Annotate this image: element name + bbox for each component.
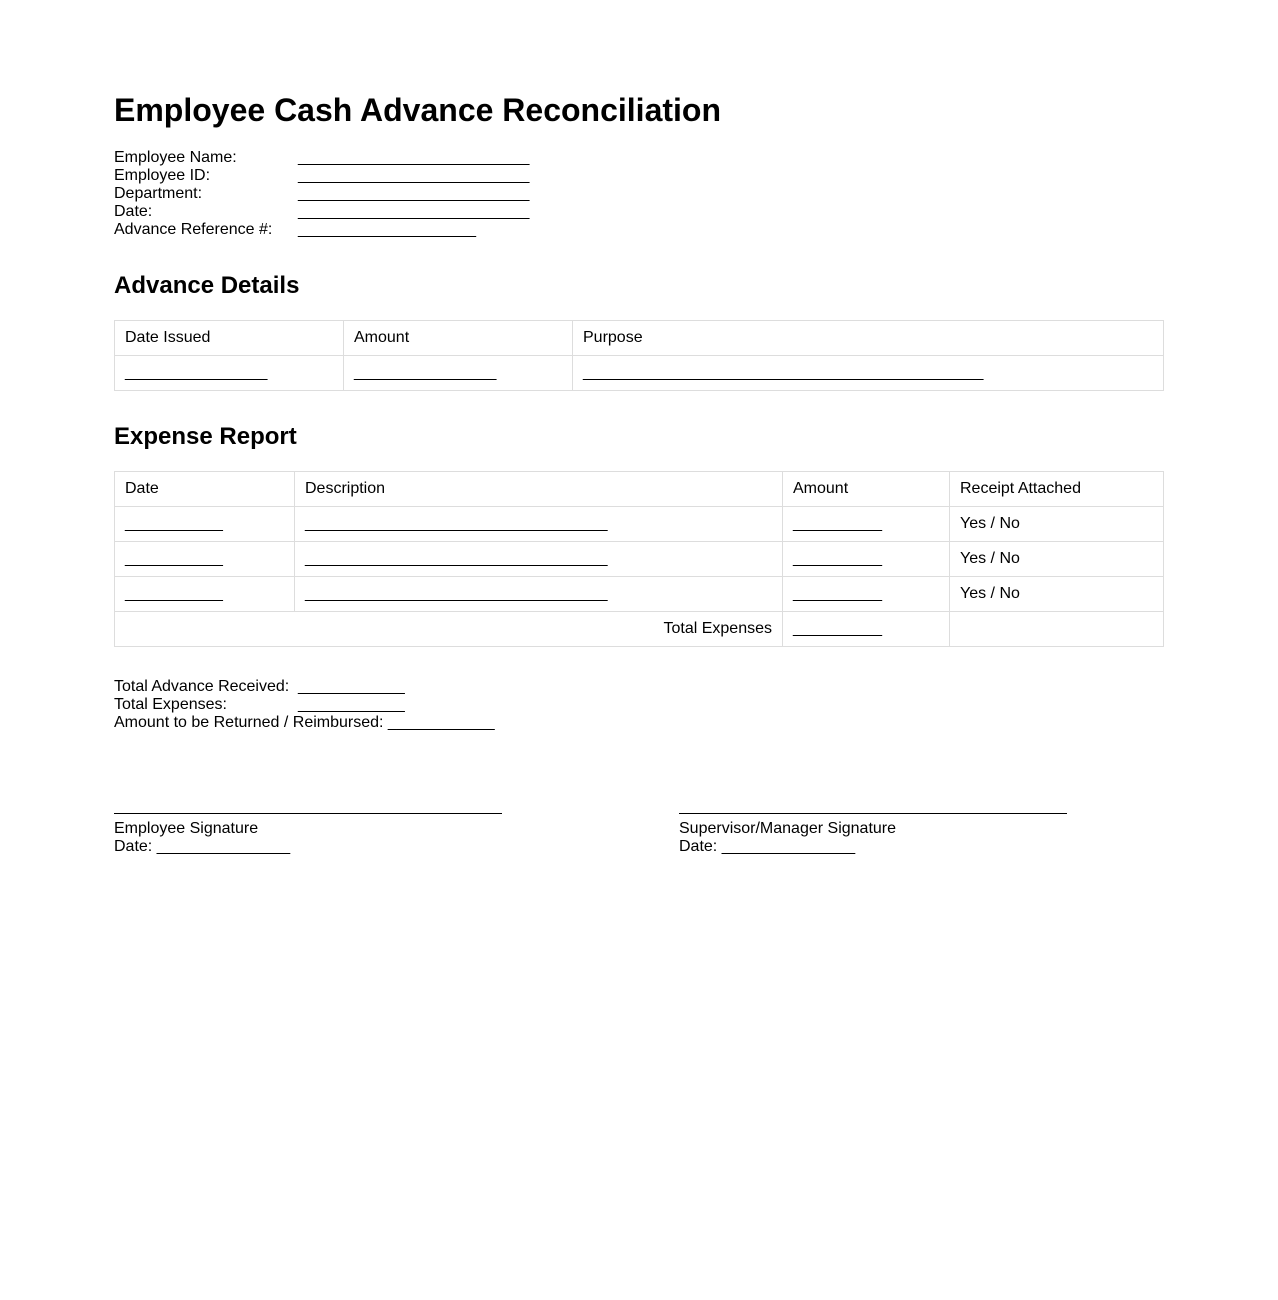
department-label: Department: [114,185,203,202]
advance-reference-field[interactable]: ____________________ [298,221,476,238]
employee-name-row [114,149,529,167]
table-row [115,507,1164,542]
employee-id-field[interactable]: __________________________ [298,167,530,184]
total-expenses-summary-field[interactable]: ____________ [298,696,405,713]
employee-name-label: Employee Name: [114,149,237,166]
advance-details-table [114,320,1164,391]
date-issued-field[interactable]: ________________ [115,356,344,391]
employee-signature-block [114,796,502,856]
total-advance-field[interactable]: ____________ [298,678,405,695]
employee-signature-date[interactable]: Date: _______________ [114,838,291,855]
purpose-field[interactable]: _____________________________________________ [573,356,1164,391]
table-header-row [115,472,1164,507]
expense-description-field[interactable]: __________________________________ [295,542,783,577]
date-row [114,203,529,221]
column-header: Amount [783,472,950,507]
column-header: Date Issued [115,321,344,356]
expense-report-heading: Expense Report [114,423,297,450]
expense-date-field[interactable]: ___________ [115,542,295,577]
expense-date-field[interactable]: ___________ [115,507,295,542]
expense-description-field[interactable]: __________________________________ [295,577,783,612]
employee-signature-line[interactable] [114,796,502,814]
receipt-attached-option[interactable]: Yes / No [950,577,1164,612]
expense-description-field[interactable]: __________________________________ [295,507,783,542]
total-expenses-label: Total Expenses [115,612,783,647]
expense-report-table [114,471,1164,647]
employee-id-label: Employee ID: [114,167,211,184]
total-expenses-field[interactable]: __________ [783,612,950,647]
total-expenses-summary-label: Total Expenses: [114,696,227,713]
receipt-attached-option[interactable]: Yes / No [950,542,1164,577]
advance-reference-row [114,221,529,239]
expense-amount-field[interactable]: __________ [783,507,950,542]
empty-cell [950,612,1164,647]
receipt-attached-option[interactable]: Yes / No [950,507,1164,542]
employee-info [114,149,529,239]
employee-id-row [114,167,529,185]
supervisor-signature-label: Supervisor/Manager Signature [679,820,897,837]
employee-name-field[interactable]: __________________________ [298,149,530,166]
column-header: Receipt Attached [950,472,1164,507]
total-row [115,612,1164,647]
table-row [115,577,1164,612]
expense-date-field[interactable]: ___________ [115,577,295,612]
column-header: Date [115,472,295,507]
department-field[interactable]: __________________________ [298,185,530,202]
total-advance-label: Total Advance Received: [114,678,290,695]
advance-reference-label: Advance Reference #: [114,221,273,238]
table-row [115,356,1164,391]
total-expenses-row [114,696,495,714]
column-header: Purpose [573,321,1164,356]
date-field[interactable]: __________________________ [298,203,530,220]
column-header: Amount [344,321,573,356]
supervisor-signature-block [679,796,1067,856]
page-title: Employee Cash Advance Reconciliation [114,92,721,128]
department-row [114,185,529,203]
supervisor-signature-line[interactable] [679,796,1067,814]
amount-field[interactable]: ________________ [344,356,573,391]
column-header: Description [295,472,783,507]
table-header-row [115,321,1164,356]
expense-amount-field[interactable]: __________ [783,542,950,577]
table-row [115,542,1164,577]
date-label: Date: [114,203,153,220]
reconciliation-summary [114,678,495,732]
expense-amount-field[interactable]: __________ [783,577,950,612]
employee-signature-label: Employee Signature [114,820,259,837]
total-advance-row [114,678,495,696]
amount-returned-row[interactable] [114,714,495,732]
advance-details-heading: Advance Details [114,272,300,299]
amount-returned-text[interactable]: Amount to be Returned / Reimbursed: ____________ [114,714,495,731]
supervisor-signature-date[interactable]: Date: _______________ [679,838,856,855]
